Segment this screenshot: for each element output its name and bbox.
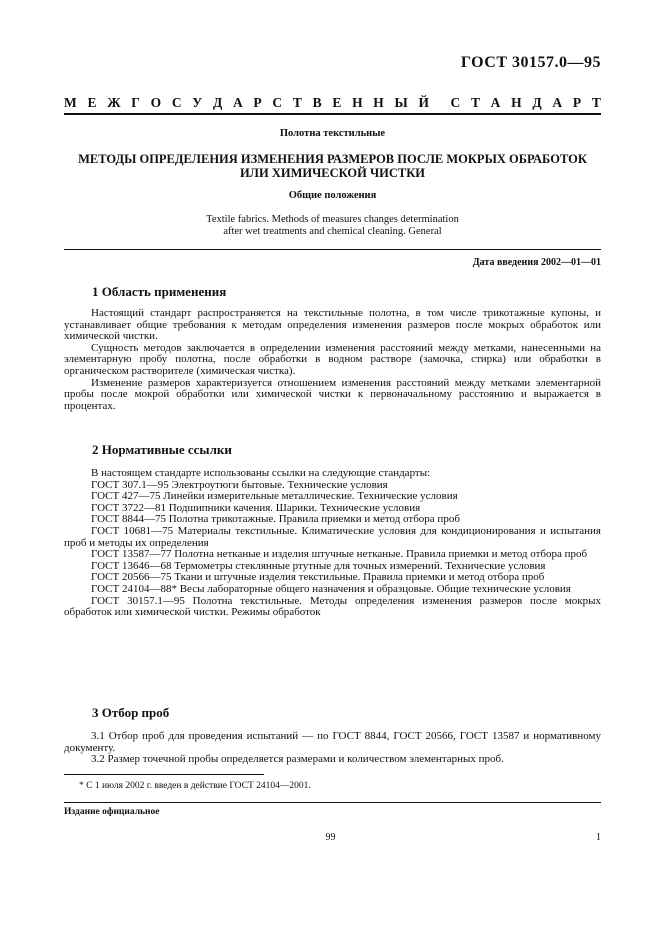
standard-type-letter: О [150, 95, 162, 110]
standard-type-letter: У [192, 95, 203, 110]
paragraph: Сущность методов заключается в определении изменения расстояний между метками, нанесенными на элементарную пробу полотна, после обработки в водном растворе (замочка, стирка) или обработки в органическом растворителе (химическая чистка). [64, 341, 601, 377]
introduction-date: Дата введения 2002—01—01 [472, 257, 601, 268]
paragraph: 3.2 Размер точечной пробы определяется размерами и количеством элементарных проб. [91, 753, 504, 766]
standard-type-letter: Д [212, 95, 223, 110]
english-title [64, 214, 601, 238]
standard-type-letter: С [272, 95, 283, 110]
reference-item: ГОСТ 13646—68 Термометры стеклянные ртутные для точных измерений. Технические условия [91, 559, 546, 572]
standard-type-letter: Р [253, 95, 262, 110]
main-title-line: МЕТОДЫ ОПРЕДЕЛЕНИЯ ИЗМЕНЕНИЯ РАЗМЕРОВ ПОСЛЕ МОКРЫХ ОБРАБОТОК [78, 152, 587, 166]
reference-item: ГОСТ 13587—77 Полотна нетканые и изделия штучные нетканые. Правила приемки и метод отбора проб [91, 548, 588, 561]
standard-type-letter: А [552, 95, 563, 110]
standard-type-letter: Т [591, 95, 601, 110]
paragraph: Настоящий стандарт распространяется на текстильные полотна, в том числе трикотажные купоны, и устанавливает общие требования к методам определения изменения размеров после мокрых обработок или химической чистки. [64, 307, 601, 343]
standard-type-letter: Н [352, 95, 363, 110]
reference-item: ГОСТ 8844—75 Полотна трикотажные. Правила приемки и метод отбора проб [91, 513, 460, 526]
reference-item: ГОСТ 427—75 Линейки измерительные металлические. Технические условия [91, 490, 458, 503]
section-body [64, 731, 601, 766]
standard-type-letter: С [450, 95, 461, 110]
standard-type-letter: Е [332, 95, 342, 110]
section-body [64, 468, 601, 619]
section-heading: 2 Нормативные ссылки [92, 442, 232, 457]
standard-type-letter: С [171, 95, 182, 110]
main-title-line: ИЛИ ХИМИЧЕСКОЙ ЧИСТКИ [239, 166, 426, 180]
subject-title: Полотна текстильные [279, 128, 386, 139]
main-title [64, 152, 601, 180]
paragraph: В настоящем стандарте использованы ссылки на следующие стандарты: [91, 467, 431, 479]
standard-type-letter: Т [470, 95, 480, 110]
standard-type-letter: Ж [107, 95, 121, 110]
standard-type-letter: Т [292, 95, 302, 110]
standard-type-letter: Й [418, 95, 430, 110]
standard-type-letter: А [490, 95, 501, 110]
standard-type-letter: В [312, 95, 322, 110]
standard-type-letter: Г [131, 95, 140, 110]
footer-rule [64, 802, 601, 803]
paragraph: Изменение размеров характеризуется отношением изменения расстояний между метками элементарной пробы после мокрой обработки или химической чистки к первоначальному расстоянию и выражается в процентах. [64, 376, 601, 412]
header-rule [64, 113, 601, 115]
english-title-line: after wet treatments and chemical cleaning. General [223, 226, 442, 237]
reference-item: ГОСТ 10681—75 Материалы текстильные. Климатические условия для кондиционирования и испытания проб и методы их определения [64, 524, 601, 549]
subtitle-general: Общие положения [288, 190, 377, 201]
document-number: ГОСТ 30157.0—95 [460, 54, 601, 71]
english-title-line: Textile fabrics. Methods of measures changes determination [206, 214, 459, 225]
sheet-number: 1 [596, 832, 601, 843]
reference-item: ГОСТ 307.1—95 Электроутюги бытовые. Технические условия [91, 478, 388, 491]
page-number: 99 [325, 832, 336, 843]
standard-type-heading [64, 95, 601, 111]
section-body [64, 308, 601, 412]
section-heading: 1 Область применения [92, 284, 227, 299]
standard-type-letter: Н [373, 95, 384, 110]
title-rule [64, 249, 601, 250]
reference-item: ГОСТ 3722—81 Подшипники качения. Шарики. Технические условия [91, 501, 421, 514]
standard-type-letter: Е [87, 95, 97, 110]
standard-type-letter: Н [511, 95, 522, 110]
footnote: * С 1 июля 2002 г. введен в действие ГОСТ 24104—2001. [79, 781, 311, 791]
footnote-rule [64, 774, 264, 775]
standard-type-letter: Р [572, 95, 582, 110]
paragraph: 3.1 Отбор проб для проведения испытаний — по ГОСТ 8844, ГОСТ 20566, ГОСТ 13587 и нормативному документу. [64, 730, 601, 754]
standard-type-letter: Ы [394, 95, 408, 110]
reference-item: ГОСТ 24104—88* Весы лабораторные общего назначения и образцовые. Общие технические условия [91, 582, 571, 595]
official-edition-note: Издание официальное [64, 807, 160, 817]
standard-type-letter: Д [532, 95, 542, 110]
section-heading: 3 Отбор проб [92, 705, 170, 720]
standard-type-letter: М [64, 95, 77, 110]
reference-item: ГОСТ 30157.1—95 Полотна текстильные. Методы определения изменения размеров после мокрых обработок или химической чистки. Режимы обработок [64, 594, 601, 619]
standard-type-letter: А [232, 95, 243, 110]
reference-item: ГОСТ 20566—75 Ткани и штучные изделия текстильные. Правила приемки и метод отбора проб [91, 571, 545, 584]
